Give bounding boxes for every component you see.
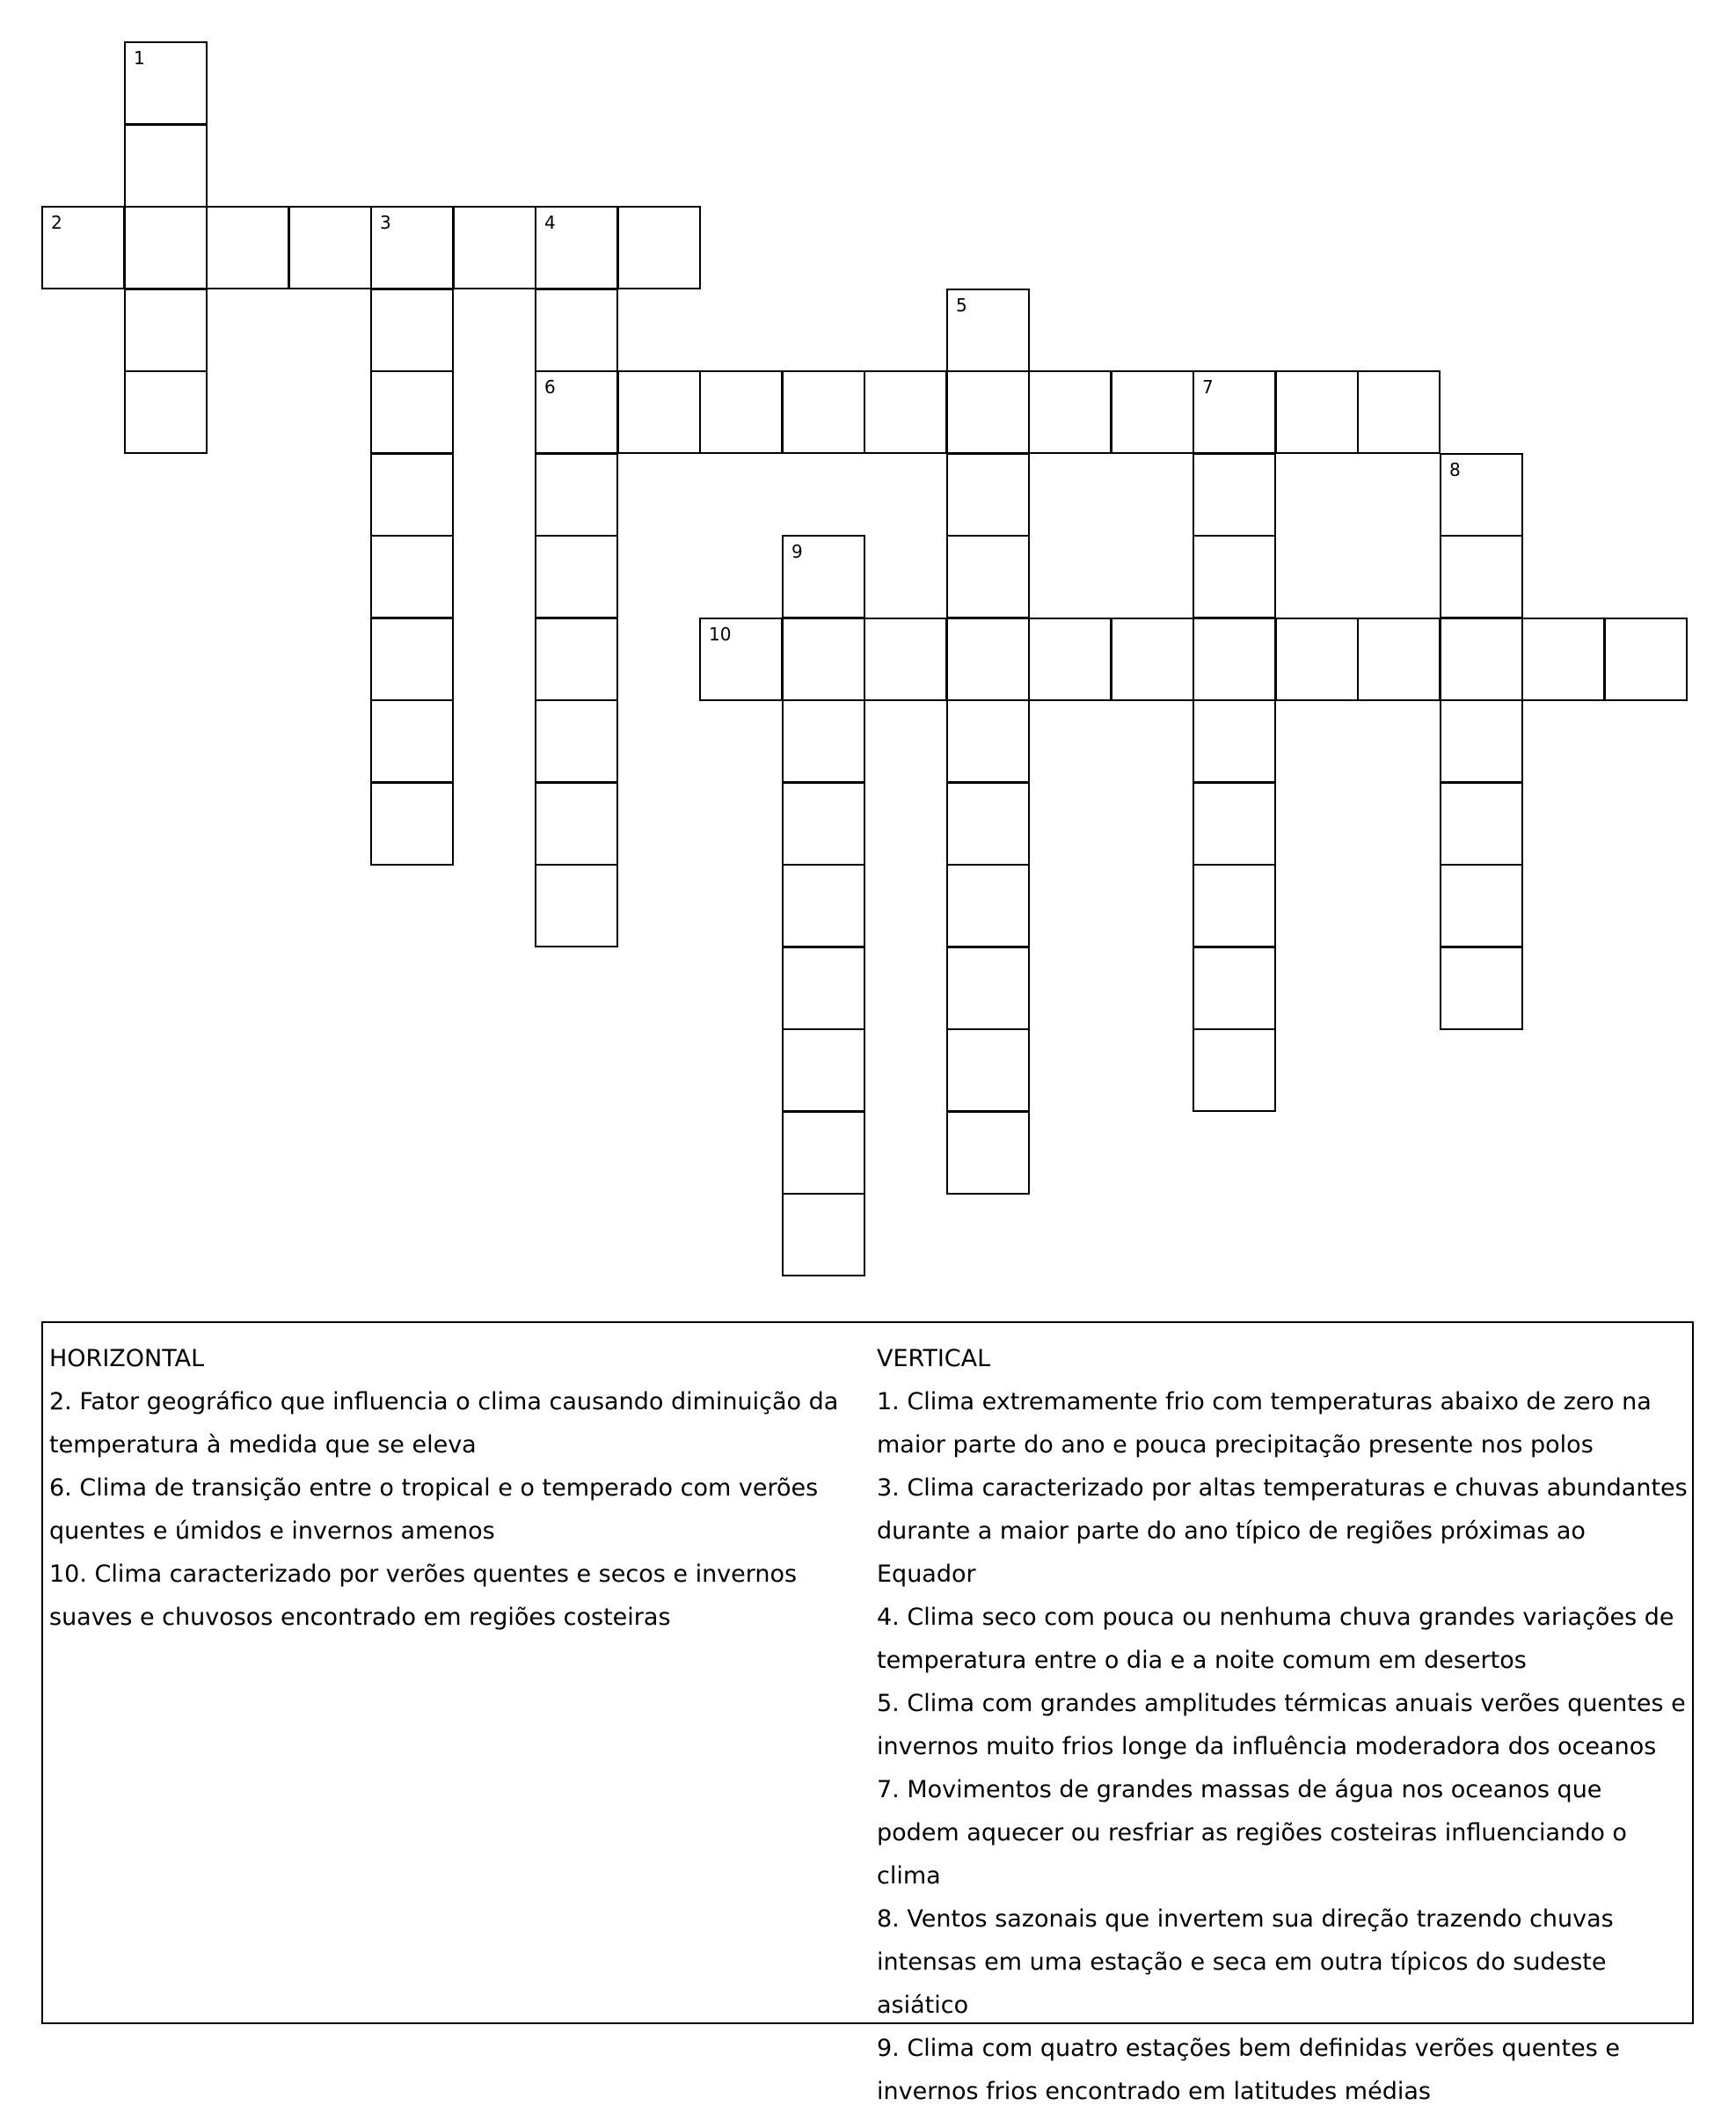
grid-cell[interactable] [124, 124, 208, 208]
grid-cell[interactable] [124, 289, 208, 372]
grid-cell[interactable] [946, 782, 1030, 866]
grid-cell[interactable] [535, 370, 618, 454]
clue-number: 9 [791, 541, 803, 562]
grid-cell[interactable] [535, 864, 618, 947]
grid-cell[interactable] [864, 618, 947, 701]
grid-cell[interactable] [1521, 618, 1605, 701]
grid-cell[interactable] [370, 782, 454, 866]
clue-vertical-4: 4. Clima seco com pouca ou nenhuma chuva grandes variações de temperatura entre o dia e a noite comum em desertos [877, 1604, 1674, 1674]
grid-cell[interactable] [1440, 618, 1523, 701]
vertical-heading: VERTICAL [877, 1345, 991, 1372]
clue-horizontal-6: 6. Clima de transição entre o tropical e o temperado com verões quentes e úmidos e invernos amenos [49, 1474, 819, 1545]
grid-cell[interactable] [370, 699, 454, 783]
grid-cell[interactable] [946, 699, 1030, 783]
grid-cell[interactable] [1111, 370, 1194, 454]
grid-cell[interactable] [1193, 782, 1276, 866]
grid-cell[interactable] [1357, 618, 1441, 701]
clue-number: 5 [956, 295, 967, 316]
grid-cell[interactable] [946, 289, 1030, 372]
clue-vertical-1: 1. Clima extremamente frio com temperaturas abaixo de zero na maior parte do ano e pouca precipitação presente nos polos [877, 1388, 1652, 1459]
clue-number: 8 [1449, 459, 1461, 480]
clue-horizontal-2: 2. Fator geográfico que influencia o clima causando diminuição da temperatura à medida que se eleva [49, 1388, 839, 1459]
grid-cell[interactable] [370, 618, 454, 701]
grid-cell[interactable] [1440, 864, 1523, 947]
grid-cell[interactable] [946, 1028, 1030, 1112]
grid-cell[interactable] [1193, 535, 1276, 618]
grid-cell[interactable] [782, 1111, 865, 1195]
grid-cell[interactable] [41, 206, 125, 289]
clue-number: 2 [51, 212, 62, 233]
grid-cell[interactable] [1193, 864, 1276, 947]
clue-number: 7 [1202, 377, 1214, 398]
grid-cell[interactable] [1440, 782, 1523, 866]
grid-cell[interactable] [699, 618, 783, 701]
grid-cell[interactable] [782, 699, 865, 783]
grid-cell[interactable] [617, 370, 701, 454]
clue-vertical-8: 8. Ventos sazonais que invertem sua direção trazendo chuvas intensas em uma estação e seca em outra típicos do sudeste asiático [877, 1905, 1614, 2019]
grid-cell[interactable] [1028, 370, 1112, 454]
grid-cell[interactable] [782, 370, 865, 454]
grid-cell[interactable] [124, 206, 208, 289]
clue-number: 6 [544, 377, 556, 398]
grid-cell[interactable] [535, 535, 618, 618]
grid-cell[interactable] [1193, 618, 1276, 701]
grid-cell[interactable] [782, 1028, 865, 1112]
grid-cell[interactable] [782, 947, 865, 1030]
clues-box [41, 1321, 1694, 2105]
grid-cell[interactable] [1275, 370, 1359, 454]
grid-cell[interactable] [1193, 947, 1276, 1030]
grid-cell[interactable] [535, 618, 618, 701]
grid-cell[interactable] [617, 206, 701, 289]
grid-cell[interactable] [946, 1111, 1030, 1195]
clue-vertical-3: 3. Clima caracterizado por altas temperaturas e chuvas abundantes durante a maior parte do ano típico de regiões próximas ao Equador [877, 1474, 1688, 1588]
grid-cell[interactable] [1193, 370, 1276, 454]
clue-vertical-7: 7. Movimentos de grandes massas de água nos oceanos que podem aquecer ou resfriar as regiões costeiras influenciando o clima [877, 1776, 1627, 1890]
grid-cell[interactable] [370, 206, 454, 289]
grid-cell[interactable] [535, 782, 618, 866]
horizontal-clues [49, 1337, 863, 1639]
grid-cell[interactable] [370, 535, 454, 618]
vertical-clues [877, 1337, 1690, 2113]
grid-cell[interactable] [206, 206, 289, 289]
grid-cell[interactable] [782, 864, 865, 947]
grid-cell[interactable] [1440, 535, 1523, 618]
grid-cell[interactable] [1193, 1028, 1276, 1112]
clue-vertical-5: 5. Clima com grandes amplitudes térmicas anuais verões quentes e invernos muito frios longe da influência moderadora dos oceanos [877, 1690, 1686, 1760]
clue-vertical-9: 9. Clima com quatro estações bem definidas verões quentes e invernos frios encontrado em latitudes médias [877, 2035, 1620, 2105]
grid-cell[interactable] [782, 618, 865, 701]
clue-number: 3 [380, 212, 391, 233]
horizontal-heading: HORIZONTAL [49, 1345, 205, 1372]
grid-cell[interactable] [699, 370, 783, 454]
grid-cell[interactable] [453, 206, 536, 289]
grid-cell[interactable] [946, 453, 1030, 537]
grid-cell[interactable] [1440, 699, 1523, 783]
grid-cell[interactable] [1111, 618, 1194, 701]
grid-cell[interactable] [370, 453, 454, 537]
clue-number: 4 [544, 212, 556, 233]
grid-cell[interactable] [370, 289, 454, 372]
clue-number: 10 [709, 624, 732, 645]
grid-cell[interactable] [535, 453, 618, 537]
grid-cell[interactable] [124, 41, 208, 125]
grid-cell[interactable] [124, 370, 208, 454]
grid-cell[interactable] [782, 535, 865, 618]
grid-cell[interactable] [946, 947, 1030, 1030]
grid-cell[interactable] [1604, 618, 1688, 701]
grid-cell[interactable] [1440, 453, 1523, 537]
grid-cell[interactable] [1440, 947, 1523, 1030]
grid-cell[interactable] [1275, 618, 1359, 701]
grid-cell[interactable] [535, 289, 618, 372]
grid-cell[interactable] [1193, 699, 1276, 783]
grid-cell[interactable] [535, 206, 618, 289]
grid-cell[interactable] [1357, 370, 1441, 454]
grid-cell[interactable] [946, 864, 1030, 947]
grid-cell[interactable] [370, 370, 454, 454]
grid-cell[interactable] [946, 370, 1030, 454]
grid-cell[interactable] [782, 782, 865, 866]
grid-cell[interactable] [946, 618, 1030, 701]
grid-cell[interactable] [1028, 618, 1112, 701]
grid-cell[interactable] [946, 535, 1030, 618]
clue-horizontal-10: 10. Clima caracterizado por verões quentes e secos e invernos suaves e chuvosos encontrado em regiões costeiras [49, 1561, 798, 1631]
grid-cell[interactable] [288, 206, 372, 289]
grid-cell[interactable] [1193, 453, 1276, 537]
clue-number: 1 [134, 48, 145, 69]
grid-cell[interactable] [535, 699, 618, 783]
grid-cell[interactable] [864, 370, 947, 454]
grid-cell[interactable] [782, 1193, 865, 1276]
